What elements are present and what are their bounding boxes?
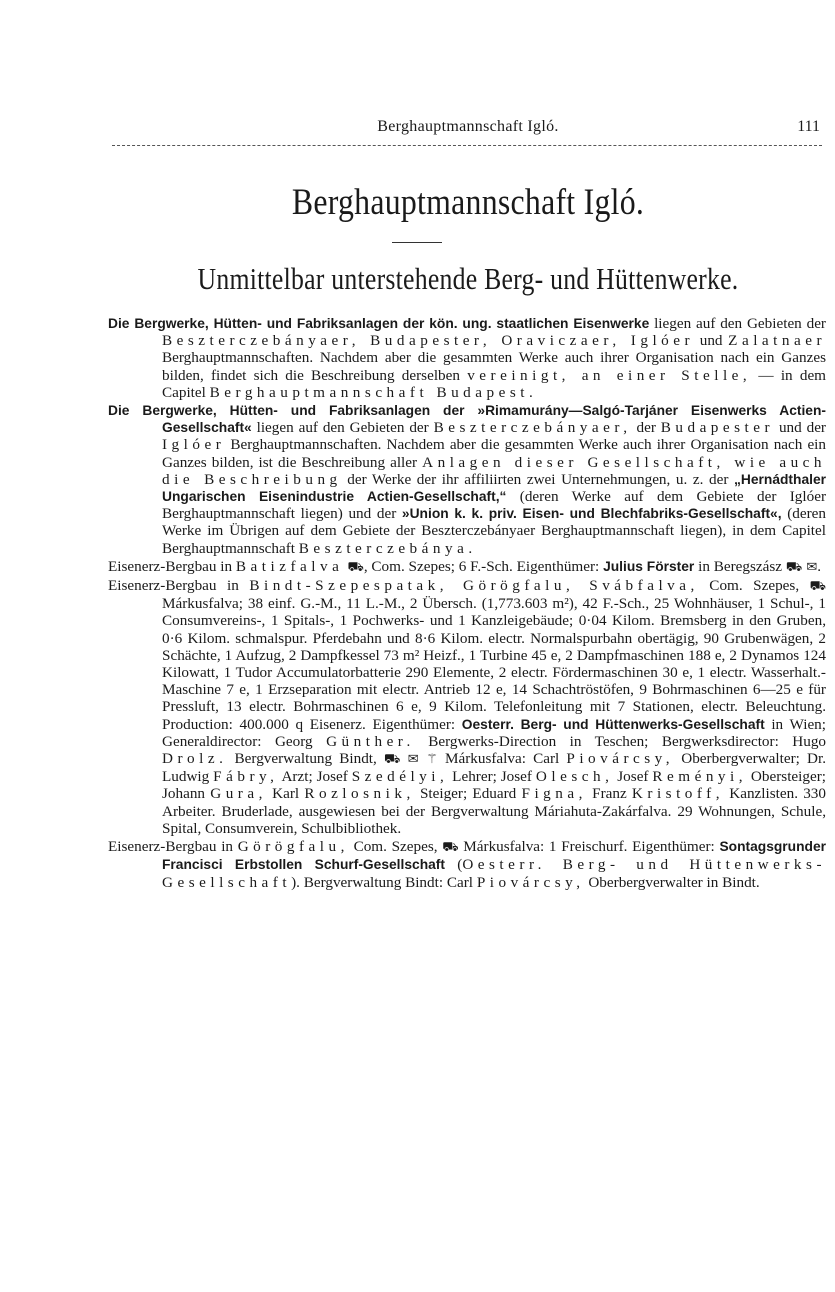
spaced-name: Anlagen dieser Gesellschaft, wie auch die Beschreibung — [162, 453, 826, 488]
bold-name: Julius Förster — [603, 558, 695, 574]
spaced-name: Kristoff, — [631, 785, 725, 803]
text-run: der — [631, 419, 661, 437]
text-run: Com. Szepes, — [348, 838, 443, 856]
text-run: der Werke der ihr affiliirten zwei Unternehmungen, u. z. der — [341, 470, 734, 488]
bold-name: Oesterr. Berg- und Hüttenwerks-Gesellschaft — [461, 716, 765, 732]
text-run: Kanzlisten. 330 Arbeiter. Bruderlade, ausgewiesen bei der Bergverwaltung Máriahuta-Zakárfalva. 29 Wohnungen, Schule, Spital, Consumverein, Schulbibliothek. — [162, 785, 826, 837]
symbol-icon: ⛟ ✉ — [785, 559, 818, 575]
text-run: Berghauptmannschaften. Nachdem aber die gesammten Werke auch ihrer Organisation nach ein Ganzes bilden, findet sich die Beschreibung derselben — [162, 349, 826, 384]
page-title: Berghauptmannschaft Igló. — [291, 182, 645, 223]
spaced-name: Budapester — [660, 419, 775, 437]
spaced-name: Beszterczebányaer, Budapester, Oraviczaer, Iglóer — [162, 332, 695, 350]
text-run: , Com. Szepes; 6 F.-Sch. Eigenthümer: — [363, 557, 604, 575]
text-run: in Beregszász — [694, 557, 786, 575]
entry-state-ironworks — [108, 315, 826, 401]
text-run: Com. Szepes, — [698, 577, 810, 595]
symbol-icon: ⛟ — [809, 579, 826, 595]
spaced-name: Figna, — [521, 785, 587, 803]
bold-name: Sontagsgrunder Francisci Erbstollen Schurf-Gesellschaft — [162, 839, 827, 873]
running-title: Berghauptmannschaft Igló. — [377, 118, 559, 135]
spaced-name: Piovárcsy, — [476, 873, 585, 891]
spaced-name: Batizfalva — [235, 557, 344, 575]
text-run: und der — [774, 419, 826, 437]
text-run: Arzt; Josef — [278, 768, 352, 786]
text-run: (deren Werke auf dem Gebiete der Iglóer Berghauptmannschaft liegen) und der — [162, 488, 826, 523]
text-run: Bergwerks-Direction in Teschen; Bergwerksdirector: Hugo — [414, 732, 827, 750]
spaced-name: Drolz. — [162, 750, 228, 768]
entry-gorogfalu — [108, 838, 826, 891]
spaced-name: vereinigt, an einer Stelle, — [467, 366, 752, 384]
entry-rimamurany — [108, 402, 826, 557]
text-run: in Wien; Generaldirector: Georg — [162, 715, 826, 750]
text-run: Berghauptmannschaften. Nachdem aber die gesammten Werke auch ihrer Organisation nach ein Ganzes bilden, ist die Beschreibung aller — [162, 436, 826, 471]
spaced-name: Iglóer — [162, 436, 226, 454]
spaced-name: Szedélyi, — [351, 768, 449, 786]
text-run: Obersteiger; Johann — [162, 768, 826, 803]
spaced-name: Beszterczebányaer, — [433, 419, 632, 437]
page-header — [112, 118, 824, 144]
spaced-name: Gura, — [210, 785, 267, 803]
text-run: Eisenerz-Bergbau in — [108, 838, 238, 856]
spaced-name: Günther. — [326, 732, 415, 750]
text-run: liegen auf den Gebieten der — [649, 315, 826, 332]
spaced-name: Berghauptmannschaft Budapest. — [209, 383, 538, 401]
text-run: . — [817, 557, 822, 575]
spaced-name: Olesch, — [535, 768, 614, 786]
symbol-icon: ⛟ ✉ ⚚ — [383, 752, 438, 768]
text-run: Oberbergverwalter; Dr. Ludwig — [162, 750, 826, 786]
text-run: Franz — [586, 785, 632, 803]
spaced-name: Zalatnaer — [728, 332, 827, 350]
text-run: Lehrer; Josef — [448, 768, 536, 786]
spaced-name: Bindt-Szepespatak, Görögfalu, Svábfalva, — [249, 577, 699, 595]
text-run: ). Bergverwaltung Bindt: Carl — [291, 873, 477, 891]
bold-name: Die Bergwerke, Hütten- und Fabriksanlagen der kön. ung. staatlichen Eisenwerke — [108, 316, 650, 331]
bold-name: „Hernádthaler Ungarischen Eisenindustrie Actien-Gesellschaft,“ — [162, 471, 826, 505]
text-run: Márkusfalva; 38 einf. G.-M., 11 L.-M., 2 Übersch. (1,773.603 m²), 42 F.-Sch., 25 Wohnhäuser, 1 Schul-, 1 Consumvereins-, 1 Spitals-, 1 Pochwerks- und 1 Kanzleigebäude; 0·04 Kilom. Bremsberg in den Gruben, 0·6 Kilom. schmalspur. Pferdebahn und 8·6 Kilom. electr. Normalspurbahn obertägig, 90 Grubenwägen, 2 Schächte, 1 Aufzug, 2 Dampfkessel 73 m² Heizf., 1 Turbine 45 e, 2 Dampfmaschinen 188 e, 2 Dynamos 124 Kilowatt, 1 Tudor Accumulatorbatterie 290 Elemente, 2 electr. Fördermaschinen 30 e, 1 electr. Wasserhalt.-Maschine 7 e, 1 Erzseparation mit electr. Antrieb 12 e, 14 Schachtröstöfen, 9 Bohrmaschinen 6—25 e für Pressluft, 13 electr. Bohrmaschinen 6 e, 9 Kilom. Telefonleitung mit 7 Stationen, electr. Beleuchtung. Production: 400.000 q Eisenerz. Eigenthümer: — [162, 595, 826, 733]
text-run: und — [694, 332, 729, 350]
spaced-name: Oesterr. Berg- und Hüttenwerks-Gesellschaft — [162, 856, 826, 891]
symbol-icon: ⛟ — [343, 559, 364, 575]
spaced-name: Görögfalu, — [237, 838, 349, 856]
text-run: Josef — [613, 768, 653, 786]
symbol-icon: ⛟ — [442, 840, 459, 856]
title-rule — [392, 242, 442, 243]
entry-batizfalva — [108, 558, 826, 576]
text-run: liegen auf den Gebieten der — [251, 419, 434, 437]
text-run: Steiger; Eduard — [414, 785, 522, 803]
spaced-name: Rozlosnik, — [304, 785, 415, 803]
bold-name: »Union k. k. priv. Eisen- und Blechfabriks-Gesellschaft«, — [401, 506, 782, 522]
text-run: ( — [444, 856, 463, 874]
section-subtitle: Unmittelbar unterstehende Berg- und Hüttenwerke. — [197, 261, 739, 296]
header-rule — [112, 145, 822, 146]
document-body — [108, 315, 826, 891]
text-run: Márkusfalva: Carl — [437, 750, 567, 768]
text-run: Bergverwaltung Bindt, — [227, 750, 384, 768]
bold-name: Die Bergwerke, Hütten- und Fabriksanlagen der »Rimamurány—Salgó-Tarjáner Eisenwerks Actien-Gesellschaft« — [108, 403, 826, 436]
text-run: Eisenerz-Bergbau in — [108, 577, 250, 595]
text-run: Eisenerz-Bergbau in — [108, 557, 236, 575]
text-run: Karl — [266, 785, 305, 803]
text-run: Márkusfalva: 1 Freischurf. Eigenthümer: — [458, 838, 720, 856]
spaced-name: Fábry, — [213, 768, 279, 786]
spaced-name: Piovárcsy, — [566, 750, 675, 768]
page-number: 111 — [797, 118, 820, 135]
spaced-name: Beszterczebánya. — [298, 539, 477, 557]
text-run: — in dem Capitel — [162, 366, 826, 401]
entry-bindt — [108, 577, 826, 837]
spaced-name: Reményi, — [652, 768, 748, 786]
text-run: (deren Werke im Übrigen auf dem Gebiete der Beszterczebányaer Berghauptmannschaft liegen), in dem Capitel Berghauptmannschaft — [162, 505, 826, 557]
text-run: Oberbergverwalter in Bindt. — [584, 873, 760, 891]
